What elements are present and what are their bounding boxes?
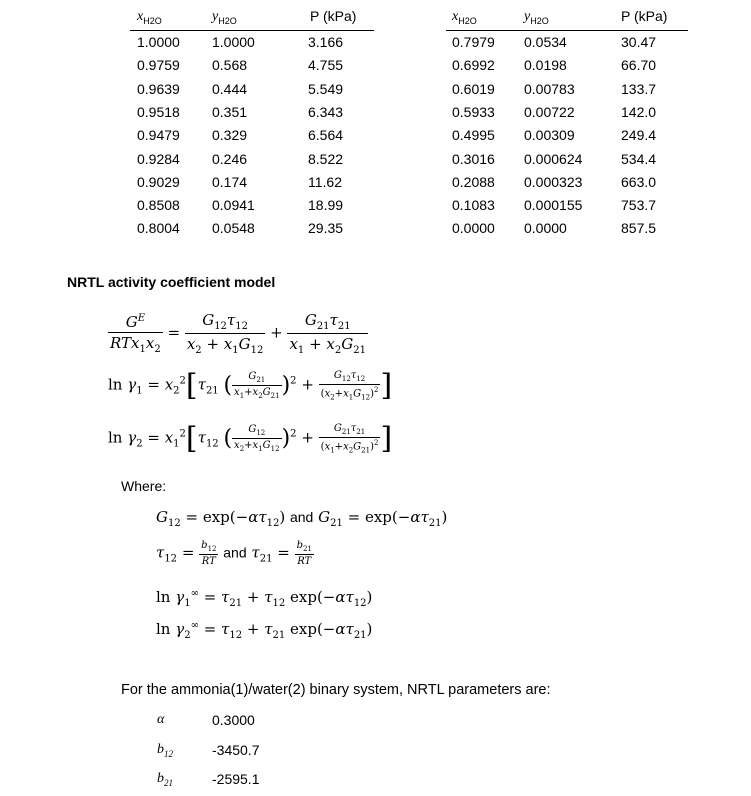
header-y-h2o-left: $y_{H2O}$ xyxy=(212,9,237,26)
table-cell: 753.7 xyxy=(621,197,657,214)
table-cell: 0.0941 xyxy=(212,197,255,214)
b21-symbol: $b_{21}$ xyxy=(157,771,173,788)
table-cell: 0.00783 xyxy=(524,80,575,97)
table-cell: 0.00722 xyxy=(524,103,575,120)
section-title: NRTL activity coefficient model xyxy=(67,274,276,290)
alpha-value: 0.3000 xyxy=(212,712,255,728)
alpha-symbol: α xyxy=(157,712,165,727)
header-pressure-left: P (kPa) xyxy=(310,8,357,24)
table-cell: 0.000624 xyxy=(524,150,583,167)
table-cell: 0.9759 xyxy=(137,57,180,74)
table-cell: 0.8004 xyxy=(137,220,180,237)
table-cell: 0.444 xyxy=(212,80,248,97)
table-cell: 1.0000 xyxy=(212,34,255,50)
table-cell: 0.9518 xyxy=(137,103,180,120)
equation-ln-gamma2: $\ln \gamma_2 = x_1^2[\tau_{12}$ ( $\frac{G_{12}}{x_2+x_1G_{12}}$ )$^2$ + $\frac{G_{21}\tau_{21}}{(x_1+x_2G_{21})^2}$ ] xyxy=(108,421,393,456)
header-x-h2o-left: $x_{H2O}$ xyxy=(137,9,162,26)
table-cell: 0.1083 xyxy=(452,197,495,214)
table-cell: 0.000155 xyxy=(524,197,583,214)
table-cell: 0.351 xyxy=(212,103,248,120)
table-cell: 0.3016 xyxy=(452,150,495,167)
table-cell: 0.2088 xyxy=(452,173,495,190)
table-cell: 6.343 xyxy=(308,103,344,120)
b12-value: -3450.7 xyxy=(212,742,260,758)
table-cell: 6.564 xyxy=(308,127,344,144)
table-cell: 0.329 xyxy=(212,127,248,144)
table-cell: 0.0000 xyxy=(524,220,567,237)
b21-value: -2595.1 xyxy=(212,771,260,787)
table-cell: 133.7 xyxy=(621,80,657,97)
b12-symbol: $b_{12}$ xyxy=(157,742,173,759)
table-cell: 0.6019 xyxy=(452,80,495,97)
table-cell: 0.000323 xyxy=(524,173,583,190)
table-cell: 4.755 xyxy=(308,57,344,74)
table-cell: 663.0 xyxy=(621,173,657,190)
table-cell: 3.166 xyxy=(308,34,344,50)
table-cell: 0.174 xyxy=(212,173,248,190)
table-cell: 534.4 xyxy=(621,150,657,167)
table-cell: 18.99 xyxy=(308,197,344,214)
table-cell: 29.35 xyxy=(308,220,344,237)
table-cell: 0.9029 xyxy=(137,173,180,190)
table-cell: 0.4995 xyxy=(452,127,495,144)
table-cell: 142.0 xyxy=(621,103,657,120)
header-rule-left xyxy=(130,30,374,31)
table-cell: 30.47 xyxy=(621,34,657,50)
equation-ln-gamma1-infinite: $\ln \gamma_1^\infty = \tau_{21} + \tau_{12}$ $\exp(-\alpha\tau_{12})$ xyxy=(156,588,373,609)
equation-excess-gibbs: $\frac{G^E}{RTx_1x_2}$ = $\frac{G_{12}\tau_{12}}{x_2 + x_1G_{12}}$ + $\frac{G_{21}\tau_{21}}{x_1 + x_2G_{21}}$ xyxy=(110,311,366,356)
and-word: and xyxy=(289,509,314,525)
table-cell: 0.0534 xyxy=(524,34,567,50)
table-cell: 0.5933 xyxy=(452,103,495,120)
equation-tau-definitions: $\tau_{12}$ = $\frac{b_{12}}{RT}$ and $\tau_{21}$ = $\frac{b_{21}}{RT}$ xyxy=(156,540,312,567)
table-cell: 249.4 xyxy=(621,127,657,144)
table-cell: 66.70 xyxy=(621,57,657,74)
table-cell: 0.9479 xyxy=(137,127,180,144)
table-cell: 0.0548 xyxy=(212,220,255,237)
header-x-h2o-right: $x_{H2O}$ xyxy=(452,9,477,26)
table-cell: 0.0000 xyxy=(452,220,495,237)
table-cell: 0.9284 xyxy=(137,150,180,167)
header-rule-right xyxy=(446,30,688,31)
table-cell: 0.00309 xyxy=(524,127,575,144)
table-cell: 0.0198 xyxy=(524,57,567,74)
equation-ln-gamma2-infinite: $\ln \gamma_2^\infty = \tau_{12} + \tau_{21}$ $\exp(-\alpha\tau_{21})$ xyxy=(156,620,373,641)
table-cell: 0.568 xyxy=(212,57,248,74)
table-cell: 0.8508 xyxy=(137,197,180,214)
table-cell: 0.7979 xyxy=(452,34,495,50)
table-cell: 0.246 xyxy=(212,150,248,167)
table-cell: 0.6992 xyxy=(452,57,495,74)
equation-g-definitions: $G_{12} = \exp(-\alpha\tau_{12})$ and $G_{21} = \exp(-\alpha\tau_{21})$ xyxy=(156,508,448,529)
table-cell: 5.549 xyxy=(308,80,344,97)
where-label: Where: xyxy=(121,478,167,494)
system-description: For the ammonia(1)/water(2) binary system, NRTL parameters are: xyxy=(121,682,551,698)
header-y-h2o-right: $y_{H2O}$ xyxy=(524,9,549,26)
table-cell: 857.5 xyxy=(621,220,657,237)
header-pressure-right: P (kPa) xyxy=(621,8,668,24)
equation-ln-gamma1: $\ln \gamma_1 = x_2^2[\tau_{21}$ ( $\frac{G_{21}}{x_1+x_2G_{21}}$ )$^2$ + $\frac{G_{12}\tau_{12}}{(x_2+x_1G_{12})^2}$ ] xyxy=(108,368,393,403)
table-cell: 8.522 xyxy=(308,150,344,167)
table-cell: 11.62 xyxy=(308,173,342,190)
and-word-2: and xyxy=(223,544,247,561)
table-cell: 1.0000 xyxy=(137,34,180,50)
table-cell: 0.9639 xyxy=(137,80,180,97)
